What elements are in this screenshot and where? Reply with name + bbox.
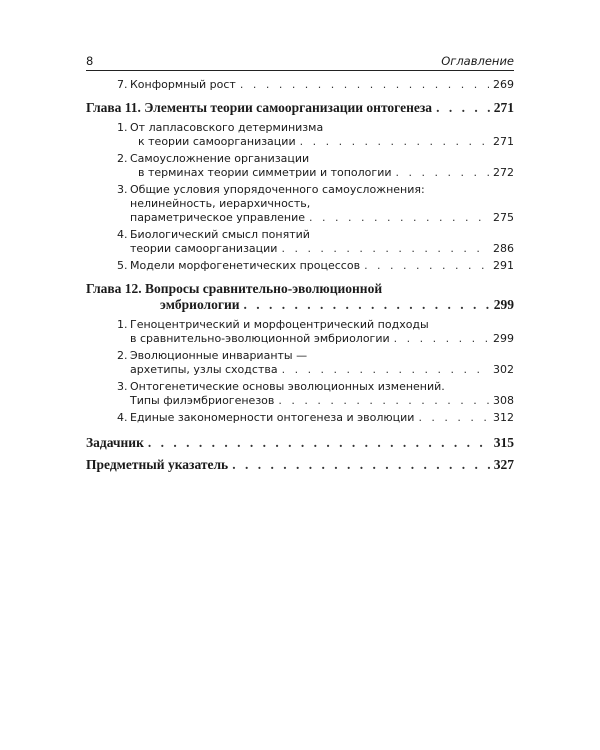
dot-leader <box>396 166 490 180</box>
section-title-line: Типы филэмбриогенезов <box>130 394 275 407</box>
index-title: Предметный указатель <box>86 457 229 472</box>
toc-chapter-11[interactable] <box>86 100 514 116</box>
section-title-line: нелинейность, иерархичность, <box>130 197 311 210</box>
dot-leader <box>232 457 490 473</box>
page-ref: 315 <box>493 435 514 450</box>
section-number: 3. <box>117 183 128 196</box>
page-ref: 299 <box>493 297 514 312</box>
section-title-line: в терминах теории симметрии и топологии <box>138 166 392 179</box>
dot-leader <box>148 435 490 451</box>
section-title-line: Онтогенетические основы эволюционных изменений. <box>130 380 445 393</box>
section-title-line: в сравнительно-эволюционной эмбриологии <box>130 332 390 345</box>
running-title: Оглавление <box>441 54 514 68</box>
toc-entry-ch12-s3[interactable] <box>117 380 514 408</box>
running-header <box>86 52 514 71</box>
section-title-line: Биологический смысл понятий <box>130 228 310 241</box>
dot-leader <box>244 297 490 313</box>
section-title-line: Самоусложнение организации <box>130 152 310 165</box>
section-number: 5. <box>117 259 128 272</box>
section-number: 7. <box>117 78 128 91</box>
section-title-line: к теории самоорганизации <box>138 135 296 148</box>
chapter-title-line: эмбриологии <box>160 297 240 312</box>
dot-leader <box>364 259 489 273</box>
toc-subject-index[interactable] <box>86 457 514 473</box>
page-ref: 271 <box>493 100 514 115</box>
page-ref: 302 <box>493 363 514 376</box>
section-number: 2. <box>117 349 128 362</box>
page-ref: 275 <box>493 211 514 224</box>
toc-entry-ch11-s3[interactable] <box>117 183 514 225</box>
section-number: 1. <box>117 318 128 331</box>
dot-leader <box>436 100 490 116</box>
section-title: Конформный рост <box>130 78 236 91</box>
toc-entry-ch12-s1[interactable] <box>117 318 514 346</box>
dot-leader <box>278 394 489 408</box>
dot-leader <box>418 411 489 425</box>
toc-problems[interactable] <box>86 435 514 451</box>
toc-entry-ch12-s2[interactable] <box>117 349 514 377</box>
section-number: 3. <box>117 380 128 393</box>
toc-entry-ch11-s1[interactable] <box>117 121 514 149</box>
dot-leader <box>281 242 489 256</box>
page-ref: 312 <box>493 411 514 424</box>
section-number: 2. <box>117 152 128 165</box>
chapter-title: Глава 11. Элементы теории самоорганизации онтогенеза <box>86 100 433 115</box>
section-title-line: параметрическое управление <box>130 211 306 224</box>
section-title-line: От лапласовского детерминизма <box>130 121 324 134</box>
section-number: 4. <box>117 411 128 424</box>
section-title: Модели морфогенетических процессов <box>130 259 361 272</box>
section-title-line: архетипы, узлы сходства <box>130 363 278 376</box>
page-ref: 286 <box>493 242 514 255</box>
toc-entry-ch11-s2[interactable] <box>117 152 514 180</box>
section-title-line: Эволюционные инварианты — <box>130 349 308 362</box>
page-number: 8 <box>86 54 94 68</box>
dot-leader <box>309 211 489 225</box>
chapter-title-line: Глава 12. Вопросы сравнительно-эволюционной <box>86 281 383 296</box>
page-ref: 272 <box>493 166 514 179</box>
page-ref: 327 <box>493 457 514 472</box>
toc-entry-ch11-s5[interactable] <box>117 259 514 273</box>
page-ref: 291 <box>493 259 514 272</box>
table-of-contents <box>86 78 514 475</box>
toc-entry-ch11-s4[interactable] <box>117 228 514 256</box>
dot-leader <box>282 363 489 377</box>
page-ref: 269 <box>493 78 514 91</box>
toc-entry-ch10-s7[interactable] <box>117 78 514 92</box>
toc-entry-ch12-s4[interactable] <box>117 411 514 425</box>
section-number: 4. <box>117 228 128 241</box>
problems-title: Задачник <box>86 435 144 450</box>
section-number: 1. <box>117 121 128 134</box>
page-ref: 271 <box>493 135 514 148</box>
dot-leader <box>240 78 489 92</box>
page-ref: 308 <box>493 394 514 407</box>
section-title: Единые закономерности онтогенеза и эволюции <box>130 411 415 424</box>
section-title-line: Общие условия упорядоченного самоусложнения: <box>130 183 425 196</box>
dot-leader <box>394 332 489 346</box>
dot-leader <box>300 135 489 149</box>
section-title-line: Геноцентрический и морфоцентрический подходы <box>130 318 429 331</box>
page-ref: 299 <box>493 332 514 345</box>
toc-chapter-12[interactable] <box>86 281 514 313</box>
section-title-line: теории самоорганизации <box>130 242 278 255</box>
